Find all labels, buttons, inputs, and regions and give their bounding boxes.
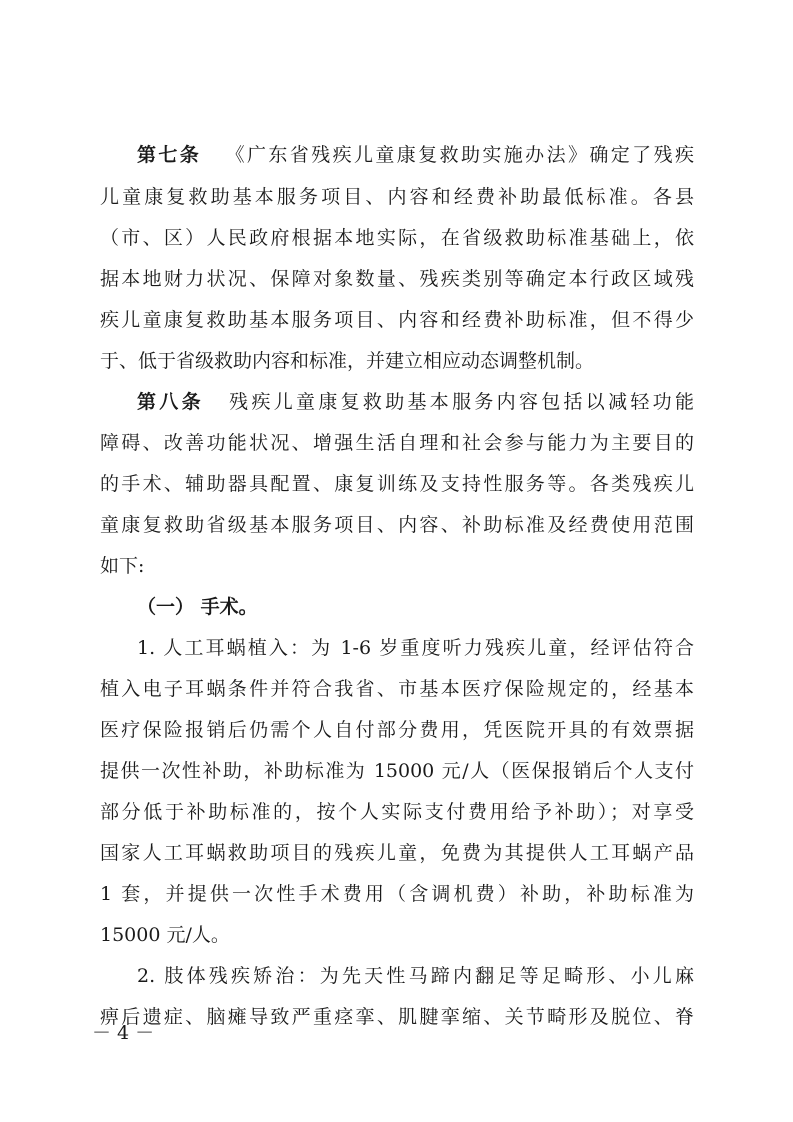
article8-line-5: 如下: xyxy=(100,555,145,577)
article8-line-4: 童康复救助省级基本服务项目、内容、补助标准及经费使用范围 xyxy=(100,514,694,536)
item1-line-8: 15000 元/人。 xyxy=(100,924,230,946)
article8-line-1 xyxy=(137,382,694,422)
item1-line-3: 医疗保险报销后仍需个人自付部分费用，凭医院开具的有效票据 xyxy=(100,719,694,741)
section1-heading: （一） 手术。 xyxy=(137,596,258,618)
article8-heading: 第八条 xyxy=(137,391,204,413)
article7-text-1: 《广东省残疾儿童康复救助实施办法》确定了残疾 xyxy=(223,144,694,166)
article8-line-2: 障碍、改善功能状况、增强生活自理和社会参与能力为主要目的 xyxy=(100,432,694,454)
item2-line-1: 2. 肢体残疾矫治：为先天性马蹄内翻足等足畸形、小儿麻 xyxy=(137,965,694,987)
item1-line-5: 部分低于补助标准的，按个人实际支付费用给予补助）；对享受 xyxy=(100,801,694,823)
page-number: － 4 － xyxy=(92,1022,155,1044)
item1-line-4: 提供一次性补助，补助标准为 15000 元/人（医保报销后个人支付 xyxy=(100,760,694,782)
article7-line-5: 疾儿童康复救助基本服务项目、内容和经费补助标准，但不得少 xyxy=(100,309,694,331)
article7-line-2: 儿童康复救助基本服务项目、内容和经费补助最低标准。各县 xyxy=(100,186,694,208)
article8-line-3: 的手术、辅助器具配置、康复训练及支持性服务等。各类残疾儿 xyxy=(100,473,694,495)
item1-line-2: 植入电子耳蜗条件并符合我省、市基本医疗保险规定的，经基本 xyxy=(100,678,694,700)
article8-text-1: 残疾儿童康复救助基本服务内容包括以减轻功能 xyxy=(225,391,694,413)
item1-line-1: 1. 人工耳蜗植入：为 1-6 岁重度听力残疾儿童，经评估符合 xyxy=(137,637,694,659)
article7-line-3: （市、区）人民政府根据本地实际，在省级救助标准基础上，依 xyxy=(100,227,694,249)
item1-line-7: 1 套，并提供一次性手术费用（含调机费）补助，补助标准为 xyxy=(100,883,694,905)
article7-line-4: 据本地财力状况、保障对象数量、残疾类别等确定本行政区域残 xyxy=(100,268,694,290)
article7-heading: 第七条 xyxy=(137,144,202,166)
item1-line-6: 国家人工耳蜗救助项目的残疾儿童，免费为其提供人工耳蜗产品 xyxy=(100,842,694,864)
article7-line-6: 于、低于省级救助内容和标准，并建立相应动态调整机制。 xyxy=(100,350,595,372)
item2-line-2: 痹后遗症、脑瘫导致严重痉挛、肌腱挛缩、关节畸形及脱位、脊 xyxy=(100,1006,694,1028)
article7-line-1 xyxy=(137,135,694,175)
